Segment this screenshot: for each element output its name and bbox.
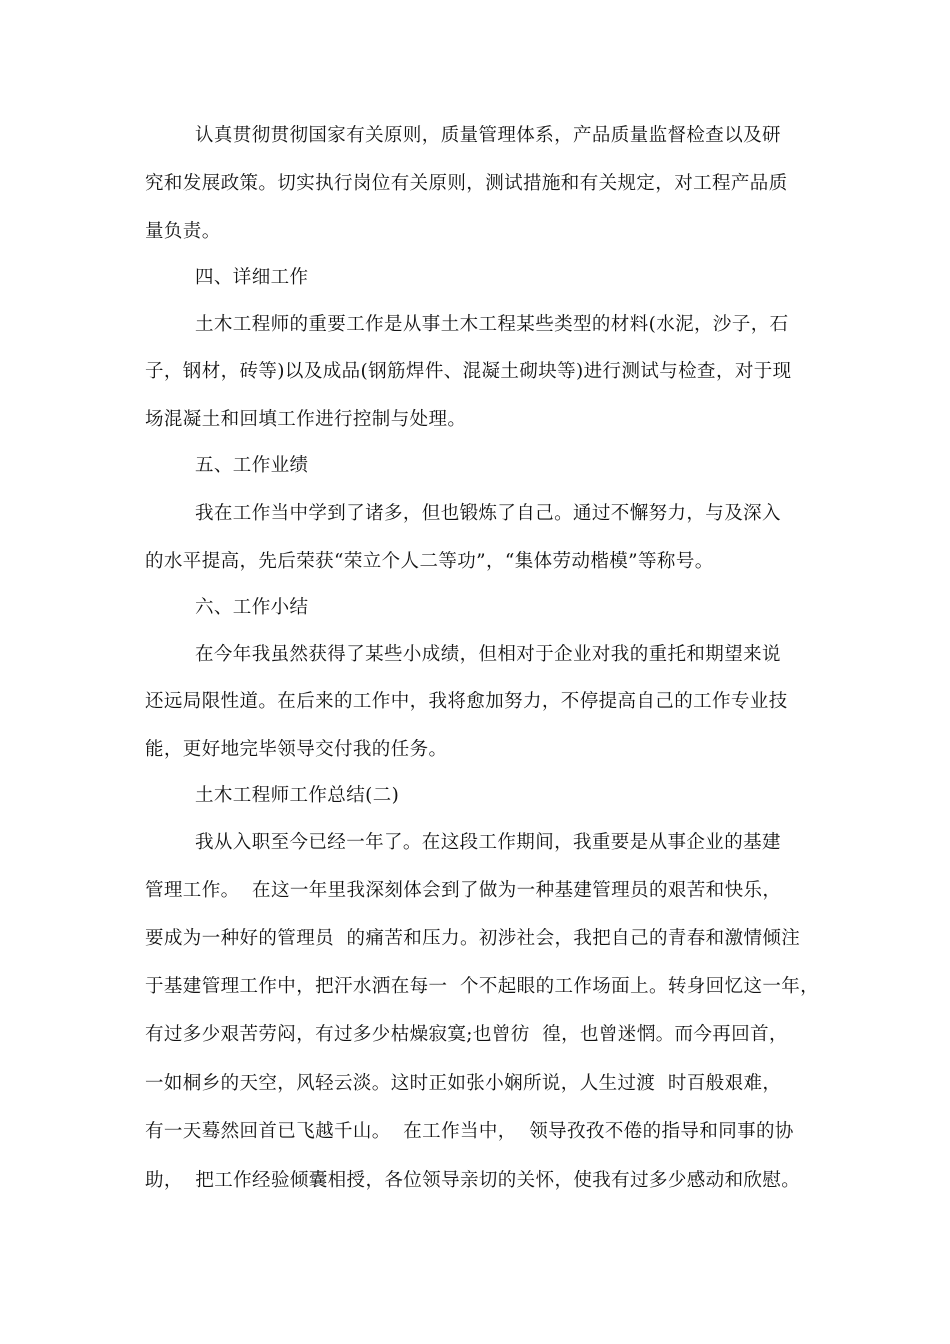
paragraph-line: 量负责。 [145,221,221,242]
paragraph-line: 能，更好地完毕领导交付我的任务。 [145,739,448,760]
paragraph-line: 我在工作当中学到了诸多，但也锻炼了自己。通过不懈努力，与及深入 [195,503,781,524]
section-heading: 土木工程师工作总结(二) [195,785,400,806]
paragraph-line: 场混凝土和回填工作进行控制与处理。 [145,409,467,430]
paragraph-line: 在今年我虽然获得了某些小成绩，但相对于企业对我的重托和期望来说 [195,644,781,665]
section-heading: 六、工作小结 [195,597,309,618]
paragraph-line: 要成为一种好的管理员 的痛苦和压力。初涉社会，我把自己的青春和激情倾注 [145,928,801,949]
paragraph-line: 管理工作。 在这一年里我深刻体会到了做为一种基建管理员的艰苦和快乐， [145,880,782,901]
section-heading: 五、工作业绩 [195,455,309,476]
paragraph-line: 有过多少艰苦劳闷，有过多少枯燥寂寞;也曾彷 徨，也曾迷惘。而今再回首， [145,1024,788,1045]
paragraph-line: 我从入职至今已经一年了。在这段工作期间，我重要是从事企业的基建 [195,832,781,853]
paragraph-line: 的水平提高，先后荣获“荣立个人二等功”，“集体劳动楷模”等称号。 [145,551,714,572]
paragraph-line: 于基建管理工作中，把汗水洒在每一 个不起眼的工作场面上。转身回忆这一年， [145,976,820,997]
paragraph-line: 认真贯彻贯彻国家有关原则，质量管理体系，产品质量监督检查以及研 [195,125,781,146]
paragraph-line: 助， 把工作经验倾囊相授，各位领导亲切的关怀，使我有过多少感动和欣慰。 [145,1170,801,1191]
paragraph-line: 一如桐乡的天空，风轻云淡。这时正如张小娴所说，人生过渡 时百般艰难， [145,1073,782,1094]
paragraph-line: 还远局限性道。在后来的工作中，我将愈加努力，不停提高自己的工作专业技 [145,691,788,712]
paragraph-line: 究和发展政策。切实执行岗位有关原则，测试措施和有关规定，对工程产品质 [145,173,788,194]
paragraph-line: 有一天蓦然回首已飞越千山。 在工作当中， 领导孜孜不倦的指导和同事的协 [145,1121,794,1142]
paragraph-line: 土木工程师的重要工作是从事土木工程某些类型的材料(水泥，沙子，石 [195,314,789,335]
section-heading: 四、详细工作 [195,267,309,288]
paragraph-line: 子，钢材，砖等)以及成品(钢筋焊件、混凝土砌块等)进行测试与检查，对于现 [145,361,792,382]
